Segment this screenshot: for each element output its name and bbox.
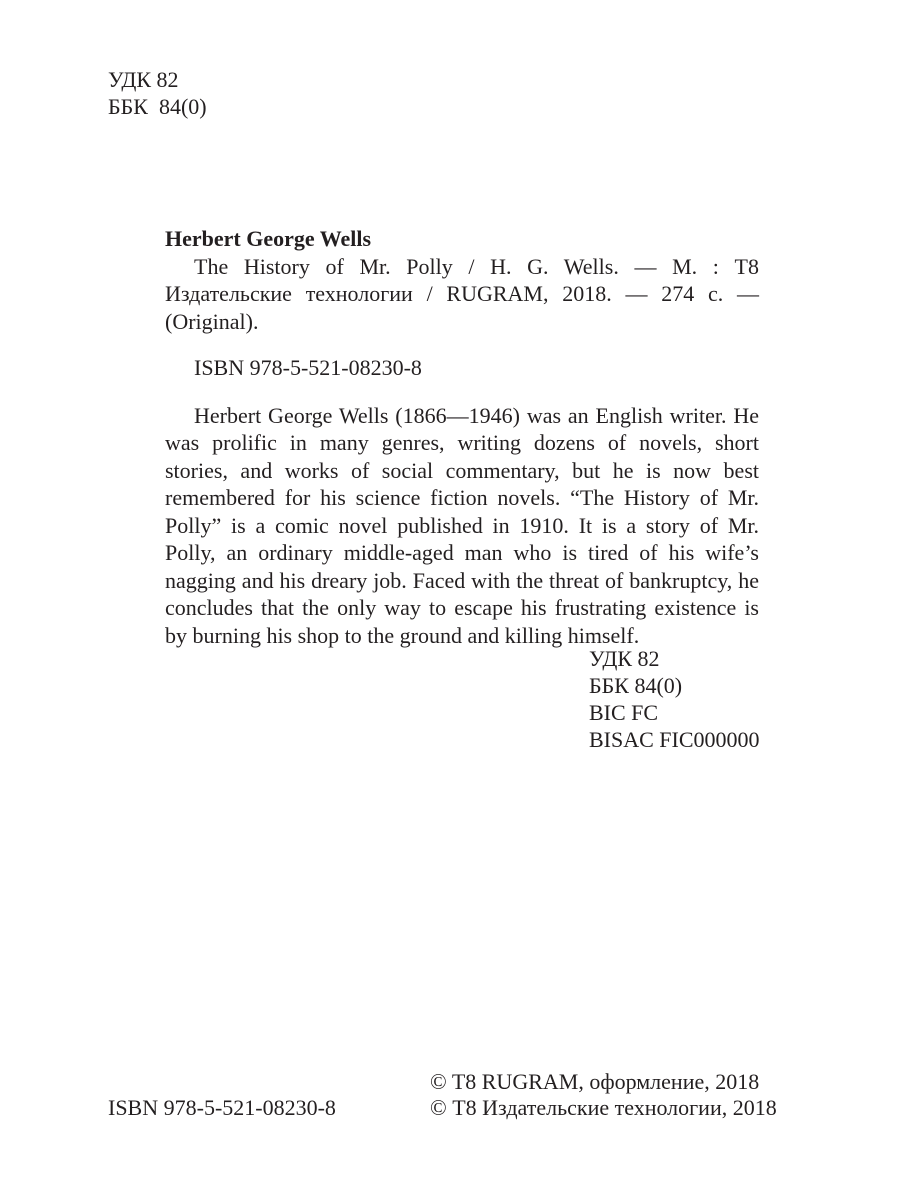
bisac-code: BISAC FIC000000 [589, 727, 760, 752]
bbk-code-right: ББК 84(0) [589, 673, 683, 698]
footer-isbn: ISBN 978-5-521-08230-8 [108, 1095, 336, 1120]
bbk-code: ББК 84(0) [108, 94, 207, 119]
udk-code-right: УДК 82 [589, 646, 660, 671]
annotation-text: Herbert George Wells (1866—1946) was an English writer. He was prolific in many genres, writing dozens of novels, short stories, and works of social commentary, but he is now best remembered for his science fiction novels. “The History of Mr. Polly” is a comic novel published in 1910. It is a story of Mr. Polly, an ordinary middle-aged man who is tired of his wife’s nagging and his dreary job. Faced with the threat of bankruptcy, he concludes that the only way to escape his frustrating existence is by burning his shop to the ground and killing himself. [165, 402, 759, 648]
udk-code: УДК 82 [108, 67, 179, 92]
entry-isbn: ISBN 978-5-521-08230-8 [194, 355, 422, 380]
author-heading: Herbert George Wells [165, 226, 372, 251]
citation-text: The History of Mr. Polly / H. G. Wells. — М. : Т8 Издательские технологии / RUGRAM, 2018. — 274 с. — (Original). [165, 253, 759, 334]
copyright-line-1: © T8 RUGRAM, оформление, 2018 [430, 1069, 760, 1094]
bic-code: BIC FC [589, 700, 659, 725]
copyright-line-2: © Т8 Издательские технологии, 2018 [430, 1095, 777, 1120]
right-classification-codes [589, 645, 760, 753]
bibliographic-entry [165, 225, 759, 649]
copyright-notices [430, 1068, 777, 1120]
top-classification-codes [108, 66, 207, 120]
